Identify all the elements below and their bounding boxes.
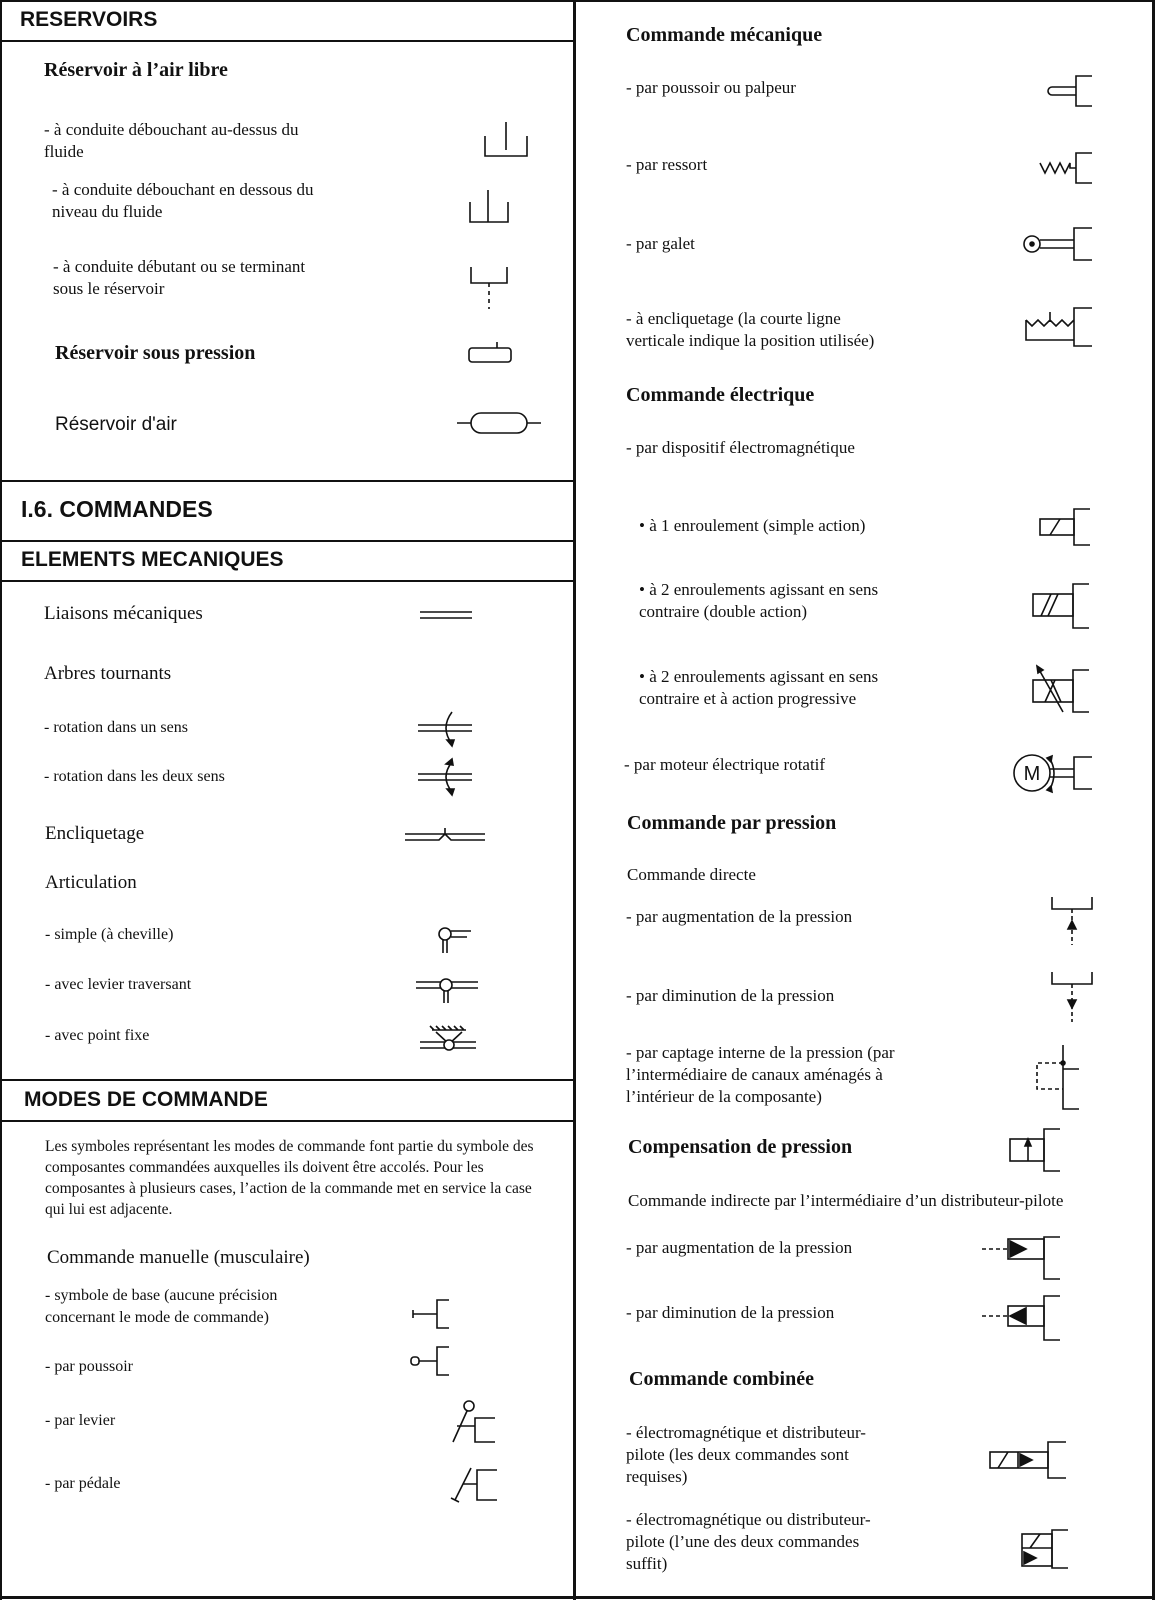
pedale-label: - par pédale [45,1475,121,1492]
section-header-reservoirs: RESERVOIRS [20,8,158,31]
directe-label: Commande directe [627,865,756,884]
electro-label: - par dispositif électromagnétique [626,438,855,457]
rotation-two-way-icon [418,759,472,797]
electric-motor-icon [1012,751,1096,795]
section-header-commandes: I.6. COMMANDES [21,496,213,522]
rotation-un-label: - rotation dans un sens [44,719,188,736]
articulation-lever-icon [416,975,478,1003]
articulation-fixed-point-icon [420,1026,476,1056]
open-tank-below-icon [468,190,512,224]
enroulement1-label: • à 1 enroulement (simple action) [639,516,866,535]
diminution-label: - par diminution de la pression [626,986,835,1005]
ressort-label: - par ressort [626,155,708,174]
reservoir-item: - à conduite débouchant au-dessus du fluide [44,120,299,161]
articulation-label: Articulation [45,872,137,893]
combinee-ou-label: - électromagnétique ou distributeur- pilote (l’une des deux commandes suffit) [626,1510,871,1573]
divider [0,40,574,42]
air-tank-icon [457,411,541,437]
reservoir-item: - à conduite débouchant en dessous du niveau du fluide [52,180,314,221]
compensation-title: Compensation de pression [628,1136,853,1158]
arbres-label: Arbres tournants [44,663,172,684]
manual-base-icon [413,1298,453,1330]
moteur-label: - par moteur électrique rotatif [624,755,826,774]
palpeur-label: - par poussoir ou palpeur [626,78,796,97]
reservoir-air-label: Réservoir d'air [55,414,177,435]
pression-title: Commande par pression [627,812,837,834]
detent-command-icon [1024,306,1096,350]
section-header-elements-mecaniques: ELEMENTS MECANIQUES [21,548,284,571]
column-divider [573,0,576,1600]
page-border-bottom [0,1596,1155,1599]
encliquetage-command-label: - à encliquetage (la courte ligne verticale indique la position utilisée) [626,309,875,350]
electrique-title: Commande électrique [626,384,815,406]
open-tank-above-icon [483,122,529,158]
page-border-left [0,0,2,1600]
augmentation-label: - par augmentation de la pression [626,907,853,926]
sous-pression-title: Réservoir sous pression [55,342,256,364]
solenoid-single-icon [1038,507,1094,547]
pressure-decrease-icon [1050,972,1096,1024]
roller-icon [1020,226,1096,262]
pressure-increase-icon [1050,897,1096,947]
combined-or-icon [1020,1528,1072,1570]
ind-augmentation-label: - par augmentation de la pression [626,1238,853,1257]
pressure-tank-icon [467,342,515,364]
open-tank-bottom-pipe-icon [469,267,511,311]
solenoid-double-icon [1031,582,1093,630]
air-libre-title: Réservoir à l’air libre [44,59,228,81]
section-header-modes-commande: MODES DE COMMANDE [24,1088,268,1111]
reservoir-item: - à conduite débutant ou se terminant sous le réservoir [53,257,306,298]
simple-label: - simple (à cheville) [45,926,174,943]
combinee-title: Commande combinée [629,1368,814,1390]
base-label: - symbole de base (aucune précision concernant le mode de commande) [45,1287,278,1326]
manual-pedal-icon [449,1466,499,1502]
rotation-deux-label: - rotation dans les deux sens [44,768,225,785]
divider [0,1120,574,1122]
liaisons-label: Liaisons mécaniques [44,603,203,624]
manuelle-title: Commande manuelle (musculaire) [47,1247,310,1268]
poussoir-label: - par poussoir [45,1358,133,1375]
page-border-top [0,0,1155,2]
divider [0,540,574,542]
spring-icon [1038,151,1096,185]
levier-traversant-label: - avec levier traversant [45,976,192,993]
pilot-increase-icon [982,1235,1064,1281]
rotation-one-way-icon [418,710,472,748]
divider [0,480,574,482]
modes-paragraph: Les symboles représentant les modes de commande font partie du symbole des composantes commandées auxquelles ils doivent être accolés. Pour les composantes à plusieurs cases, l’action de la commande met en service la case qui lui est adjacente. [45,1138,534,1218]
point-fixe-label: - avec point fixe [45,1027,150,1044]
enroulement3-label: • à 2 enroulements agissant en sens contraire et à action progressive [639,667,879,708]
indirecte-label: Commande indirecte par l’intermédiaire d’un distributeur-pilote [628,1191,1064,1210]
enroulement2-label: • à 2 enroulements agissant en sens contraire (double action) [639,580,879,621]
internal-pressure-icon [1033,1045,1083,1111]
divider [0,1079,574,1081]
ind-diminution-label: - par diminution de la pression [626,1303,835,1322]
solenoid-proportional-icon [1031,666,1093,716]
divider [0,580,574,582]
motor-m-label: M [1023,763,1041,785]
mecanique-title: Commande mécanique [626,24,823,46]
mechanical-link-icon [420,610,472,620]
galet-label: - par galet [626,234,695,253]
manual-push-button-icon [409,1345,453,1377]
pilot-decrease-icon [982,1294,1064,1342]
articulation-simple-icon [437,925,473,953]
detent-icon [405,828,485,846]
pressure-compensation-icon [1008,1127,1064,1173]
manual-lever-icon [449,1400,499,1444]
combinee-et-label: - électromagnétique et distributeur- pilote (les deux commandes sont requises) [626,1423,866,1486]
levier-label: - par levier [45,1412,116,1429]
encliquetage-label: Encliquetage [45,823,145,844]
captage-label: - par captage interne de la pression (par l’intermédiaire de canaux aménagés à l’intérieur de la composante) [626,1043,895,1106]
plunger-icon [1044,74,1096,108]
combined-and-icon [988,1440,1070,1480]
